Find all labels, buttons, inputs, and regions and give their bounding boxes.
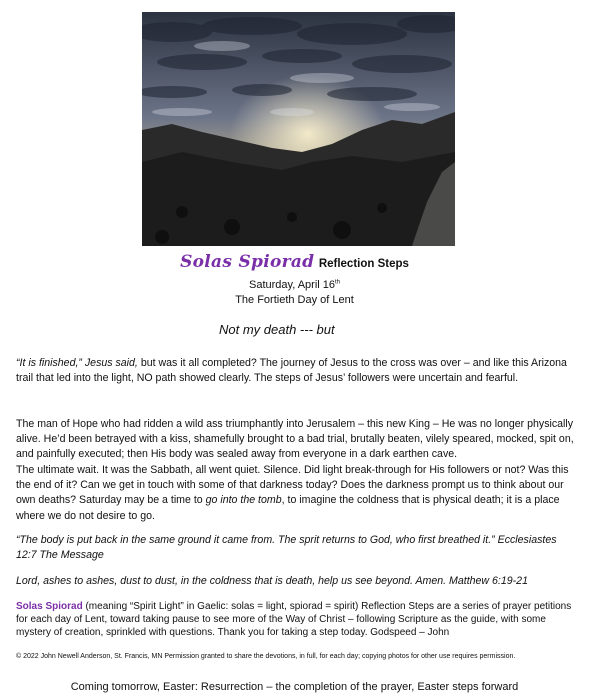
paragraph-1 xyxy=(16,356,576,386)
paragraph-2: The man of Hope who had ridden a wild ass triumphantly into Jerusalem – this new King – He was no longer physically alive. He’d been betrayed with a kiss, shamefully brought to a bad trial, brutally beaten, vilely speared, mocked, spit on, and painfully executed; then His body was sealed away from everyone in a dark earthen cave. xyxy=(16,418,574,461)
paragraph-3-italic: go into the tomb xyxy=(205,494,282,507)
desert-trail-photo xyxy=(142,12,455,246)
footer-brand: Solas Spiorad xyxy=(16,601,83,612)
date-ordinal: th xyxy=(335,279,341,286)
paragraph-3 xyxy=(16,463,576,524)
day-title: The Fortieth Day of Lent xyxy=(235,294,354,306)
brand-suffix: Reflection Steps xyxy=(318,258,409,270)
date-text: Saturday, April 16 xyxy=(248,279,335,291)
footer-note-text: (meaning “Spirit Light” in Gaelic: solas = light, spiorad = spirit) Reflection Steps are a series of prayer petitions for each day of Lent, toward taking pause to see more of the Way of Christ – following Scripture as the guide, with some mystery of creation, sprinkled with questions. Thank you for taking a step today. Godspeed – John xyxy=(16,601,572,638)
prayer: Lord, ashes to ashes, dust to dust, in the coldness that is death, help us see beyond. Amen. Matthew 6:19-21 xyxy=(16,575,528,587)
scripture-quote: “The body is put back in the same ground it came from. The sprit returns to God, who first breathed it.” Ecclesiastes 12:7 The Message xyxy=(16,534,557,562)
paragraph-3-part1: The ultimate wait. It was the Sabbath, all went quiet. Silence. Did light break-through for His followers or not? Was this the end of it? Can we get in touch with some of that darkness today? Does the darkness prompt us to think about our own deaths? Saturday may be a time to xyxy=(16,464,569,507)
subtitle: Not my death --- but xyxy=(219,322,335,337)
coming-tomorrow: Coming tomorrow, Easter: Resurrection – the completion of the prayer, Easter steps forward xyxy=(70,681,519,693)
date-line xyxy=(0,279,589,291)
paragraph-3-part2: , to imagine the coldness that is physical death; it is a place where we do not desire to go. xyxy=(16,494,560,522)
footer-note xyxy=(16,600,576,639)
jesus-quote: “It is finished,” Jesus said, xyxy=(16,357,138,369)
paragraph-1-text: but was it all completed? The journey of Jesus to the cross was over – and like this Arizona trail that led into the light, NO path showed clearly. The steps of Jesus’ followers were uncertain and fearful. xyxy=(16,357,567,385)
brand-title: Solas Spiorad xyxy=(180,252,315,272)
copyright: © 2022 John Newell Anderson, St. Francis, MN Permission granted to share the devotions, in full, for each day; copying photos for other use requires permission. xyxy=(16,653,516,660)
title-line xyxy=(0,252,589,272)
